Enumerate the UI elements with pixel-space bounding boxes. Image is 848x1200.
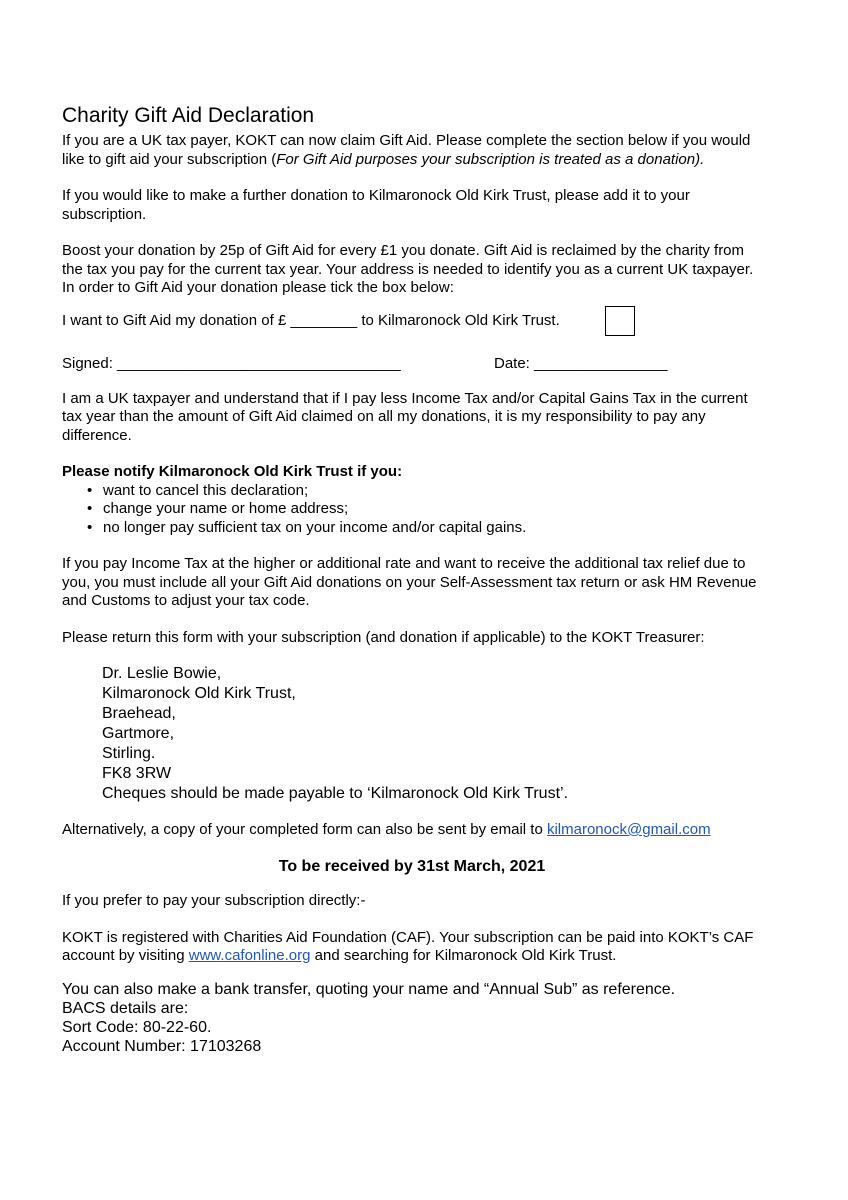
notify-heading: Please notify Kilmaronock Old Kirk Trust if you:	[62, 463, 403, 480]
cheque-note: Cheques should be made payable to ‘Kilmaronock Old Kirk Trust’.	[102, 785, 569, 802]
email-paragraph	[62, 821, 762, 840]
higher-rate-paragraph: If you pay Income Tax at the higher or additional rate and want to receive the additional tax relief due to you, you must include all your Gift Aid donations on your Self-Assessment tax return or ask HM Revenue and Customs to adjust your tax code.	[62, 555, 757, 609]
sort-code: Sort Code: 80-22-60.	[62, 1018, 212, 1036]
further-donation-paragraph: If you would like to make a further donation to Kilmaronock Old Kirk Trust, please add it to your subscription.	[62, 187, 690, 223]
notify-list	[62, 482, 762, 538]
caf-text: KOKT is registered with Charities Aid Foundation (CAF). Your subscription can be paid into KOKT’s CAF account by visiting	[62, 928, 754, 964]
deadline-heading: To be received by 31st March, 2021	[278, 857, 546, 875]
email-text: Alternatively, a copy of your completed form can also be sent by email to	[62, 821, 547, 838]
return-instruction: Please return this form with your subscription (and donation if applicable) to the KOKT Treasurer:	[62, 628, 705, 646]
pledge-row	[62, 306, 762, 336]
pledge-text: I want to Gift Aid my donation of £ ________ to Kilmaronock Old Kirk Trust.	[62, 311, 560, 329]
address-line: FK8 3RW	[102, 765, 172, 782]
caf-text-end: and searching for Kilmaronock Old Kirk Trust.	[310, 947, 617, 964]
address-line: Braehead,	[102, 705, 176, 722]
address-line: Kilmaronock Old Kirk Trust,	[102, 685, 296, 702]
email-link[interactable]: kilmaronock@gmail.com	[546, 821, 711, 838]
intro-paragraph	[62, 132, 762, 169]
bacs-label: BACS details are:	[62, 999, 189, 1017]
gift-aid-form	[62, 104, 762, 1056]
caf-paragraph	[62, 929, 762, 966]
bank-transfer-line: You can also make a bank transfer, quoting your name and “Annual Sub” as reference.	[62, 980, 676, 998]
address-line: Stirling.	[102, 745, 156, 762]
intro-italic-note: For Gift Aid purposes your subscription is treated as a donation).	[276, 150, 705, 168]
gift-aid-checkbox[interactable]	[605, 306, 635, 336]
signature-row	[62, 355, 762, 375]
list-item: • no longer pay sufficient tax on your income and/or capital gains.	[103, 519, 762, 538]
list-item: • change your name or home address;	[103, 500, 762, 519]
address-line: Dr. Leslie Bowie,	[102, 665, 222, 682]
page-title: Charity Gift Aid Declaration	[62, 104, 315, 127]
intro-text: If you are a UK tax payer, KOKT can now claim Gift Aid. Please complete the section below if you would like to gift aid your subscription (	[62, 132, 751, 168]
signed-field[interactable]: Signed: __________________________________	[62, 354, 401, 372]
treasurer-address	[102, 664, 762, 804]
account-number: Account Number: 17103268	[62, 1037, 262, 1055]
address-line: Gartmore,	[102, 725, 175, 742]
pay-directly-text: If you prefer to pay your subscription directly:-	[62, 892, 366, 909]
caf-link[interactable]: www.cafonline.org	[188, 947, 311, 964]
date-field[interactable]: Date: ________________	[494, 354, 668, 372]
bank-details	[62, 980, 762, 1056]
list-item: • want to cancel this declaration;	[103, 482, 762, 501]
taxpayer-statement: I am a UK taxpayer and understand that if I pay less Income Tax and/or Capital Gains Tax in the current tax year than the amount of Gift Aid claimed on all my donations, it is my responsibility to pay any difference.	[62, 389, 748, 444]
boost-paragraph: Boost your donation by 25p of Gift Aid for every £1 you donate. Gift Aid is reclaimed by the charity from the tax you pay for the current tax year. Your address is needed to identify you as a current UK taxpayer. In order to Gift Aid your donation please tick the box below:	[62, 242, 754, 296]
